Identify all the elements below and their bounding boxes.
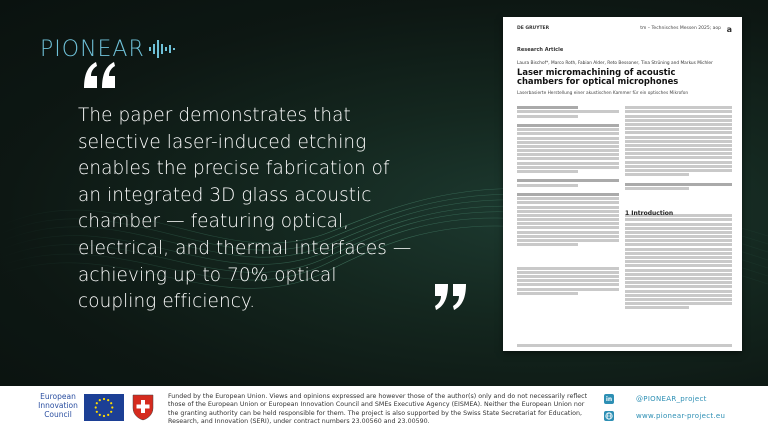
paper-subtitle: Laserbasierte Herstellung einer akustischen Kammer für ein optisches Mikrofon [517, 91, 689, 96]
funding-disclaimer: Funded by the European Union. Views and opinions expressed are however those of the author(s) only and do not necessarily reflect those of the European Union or European Innovation Council and SMEs Executive Agency (EISMEA). Neither the European Union nor the granting authority can be held responsible for them. The project is also supported by the Swiss State Secretariat for Education, Research, and Innovation (SERI), under contract numbers 23.00560 and 23.00590. [168, 393, 588, 425]
linkedin-icon: in [605, 395, 613, 403]
linkedin-link[interactable] [604, 392, 744, 406]
logo-text: PIONEAR [40, 36, 145, 62]
quote-body: The paper demonstrates that selective laser-induced etching enables the precise fabrication of an integrated 3D glass acoustic chamber — featuring optical, electrical, and thermal interfaces — achieving up to 70% optical coupling efficiency. [78, 105, 412, 313]
pionear-logo [40, 35, 181, 63]
open-access-icon: a [726, 25, 732, 34]
swiss-shield-icon [132, 394, 154, 421]
paper-preview [503, 17, 742, 351]
eic-logo-text: European Innovation Council [38, 392, 78, 419]
paper-journal: tm – Technisches Messen 2025; aop [640, 26, 721, 31]
paper-article-type: Research Article [517, 47, 564, 53]
paper-authors: Laura Bischof*, Marco Roth, Fabian Alder, Reto Bessoner, Tina Strüning and Markus Michler [517, 61, 713, 66]
close-quote-icon [432, 282, 468, 312]
paper-publisher: DE GRUYTER [517, 26, 550, 31]
paper-title: Laser micromachining of acoustic chambers for optical microphones [517, 67, 679, 86]
globe-icon [604, 411, 614, 421]
linkedin-handle[interactable]: @PIONEAR_project [636, 395, 707, 403]
paper-footer [517, 343, 732, 348]
paper-section-heading: 1 Introduction [625, 210, 674, 217]
eu-flag-icon [84, 394, 124, 421]
website-url[interactable]: www.pionear-project.eu [636, 412, 726, 420]
open-quote-icon [82, 60, 118, 90]
social-links [604, 391, 744, 425]
sound-wave-mark-icon [147, 38, 181, 60]
paper-right-column [625, 105, 732, 345]
website-link[interactable] [604, 409, 744, 423]
paper-left-column [517, 105, 619, 345]
paper-header [517, 26, 733, 33]
